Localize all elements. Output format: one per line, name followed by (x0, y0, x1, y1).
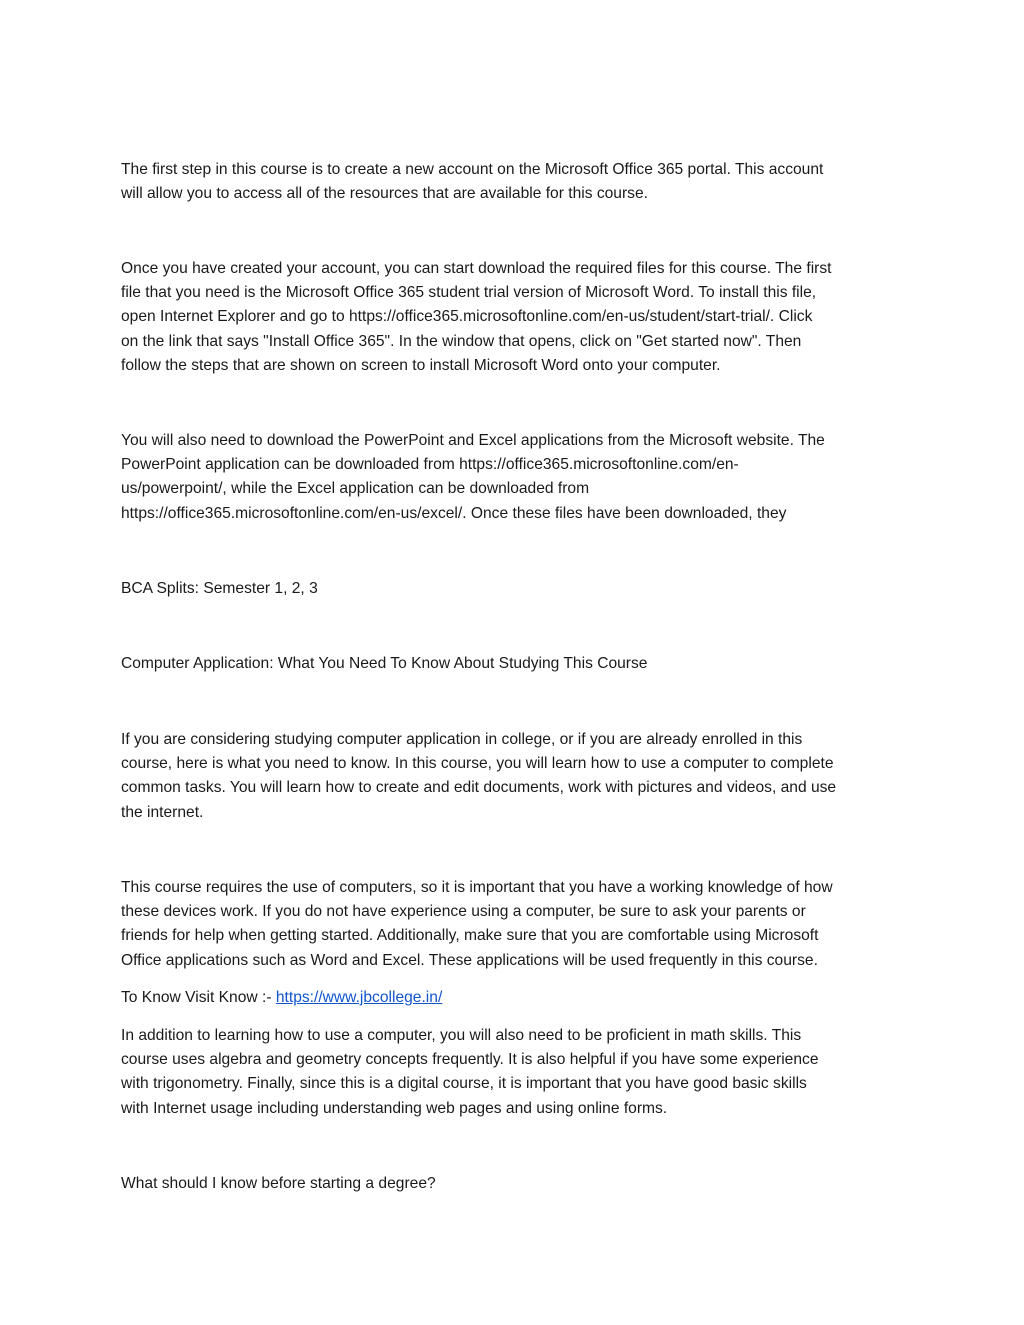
text-line: course, here is what you need to know. In this course, you will learn how to use a computer to complete (121, 755, 834, 773)
text-line: with trigonometry. Finally, since this is a digital course, it is important that you have good basic skills (121, 1075, 807, 1093)
paragraph-bca-splits (121, 577, 911, 601)
text-line: You will also need to download the PowerPoint and Excel applications from the Microsoft website. The (121, 432, 825, 449)
text-line: will allow you to access all of the resources that are available for this course. (121, 185, 648, 203)
paragraph-visit-link (121, 986, 911, 1010)
text-line: This course requires the use of computers, so it is important that you have a working knowledge of how (121, 879, 833, 896)
text-line: common tasks. You will learn how to create and edit documents, work with pictures and videos, and use (121, 779, 837, 797)
paragraph-heading-computer-application (121, 652, 911, 676)
paragraph-requires-computers (121, 876, 911, 973)
paragraph-math-skills (121, 1024, 911, 1121)
text-line: us/powerpoint/, while the Excel application can be downloaded from (121, 480, 590, 498)
text-line: Office applications such as Word and Excel. These applications will be used frequently in this course. (121, 951, 818, 969)
text-line: If you are considering studying computer application in college, or if you are already enrolled in this (121, 731, 803, 748)
text-line (121, 986, 911, 1010)
text-line: open Internet Explorer and go to https://office365.microsoftonline.com/en-us/student/start-trial/. Click (121, 308, 813, 326)
text-line: https://office365.microsoftonline.com/en-us/excel/. Once these files have been downloaded, they (121, 504, 787, 522)
paragraph-download-word (121, 257, 911, 378)
paragraph-question-degree (121, 1172, 911, 1196)
text-line: Once you have created your account, you can start download the required files for this course. The first (121, 260, 832, 277)
text-line: with Internet usage including understanding web pages and using online forms. (121, 1099, 668, 1117)
text-line: on the link that says "Install Office 365". In the window that opens, click on "Get started now". Then (121, 332, 802, 350)
text-line: In addition to learning how to use a computer, you will also need to be proficient in math skills. This (121, 1027, 802, 1044)
jbcollege-link[interactable]: https://www.jbcollege.in/ (275, 989, 443, 1006)
paragraph-considering-studying (121, 728, 911, 825)
visit-prefix: To Know Visit Know :- (121, 989, 276, 1006)
text-line: What should I know before starting a degree? (121, 1175, 436, 1192)
text-line: BCA Splits: Semester 1, 2, 3 (121, 580, 318, 597)
text-line: course uses algebra and geometry concepts frequently. It is also helpful if you have some experience (121, 1051, 819, 1069)
text-line: the internet. (121, 803, 204, 821)
text-line: file that you need is the Microsoft Office 365 student trial version of Microsoft Word. To install this file, (121, 284, 817, 302)
text-line: The first step in this course is to create a new account on the Microsoft Office 365 portal. This account (121, 161, 824, 178)
paragraph-account-intro (121, 158, 911, 206)
text-line: these devices work. If you do not have experience using a computer, be sure to ask your parents or (121, 903, 806, 921)
text-line: follow the steps that are shown on screen to install Microsoft Word onto your computer. (121, 356, 721, 374)
paragraph-powerpoint-excel (121, 429, 911, 526)
text-line: Computer Application: What You Need To Know About Studying This Course (121, 655, 648, 672)
text-line: friends for help when getting started. Additionally, make sure that you are comfortable using Microsoft (121, 927, 819, 945)
text-line: PowerPoint application can be downloaded from https://office365.microsoftonline.com/en- (121, 456, 739, 474)
